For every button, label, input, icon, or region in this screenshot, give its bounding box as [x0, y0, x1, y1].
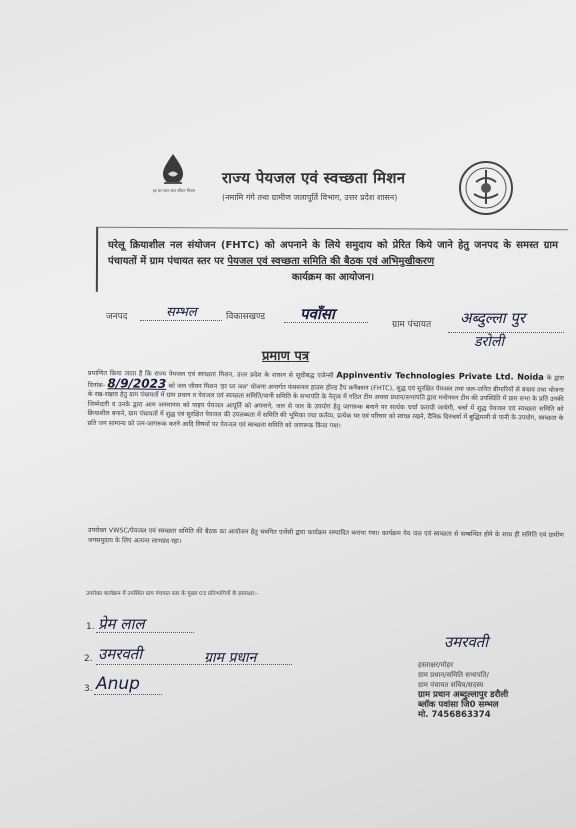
mission-title: राज्य पेयजल एवं स्वच्छता मिशन [222, 169, 406, 187]
pradhan-signature: उमरवती [444, 633, 489, 651]
jal-jeevan-mission-logo-icon [160, 152, 186, 186]
signatures-intro: उपरोक्त कार्यक्रम में उपस्थित ग्राम पंचायत स्तर के मुख्य 03 प्रतिभागियों के हस्ताक्षर:- [86, 591, 259, 597]
stamp-line-1: हस्ताक्षर/मोहर [418, 661, 454, 669]
body-paragraph-2: उपरोक्त VWSC/पेयजल एवं स्वच्छता समिति की बैठक का आयोजन हेतु चयनित एजेंसी द्वारा कार्यक्रम सम्पादित कराया गया। कार्यक्रम पेय जल एवं स्वच्छता से सम्बन्धित होने के साथ ही समिति एवं ग्रामीण जनसमुदाय के लिए अत्यन्त लाभप्रद रहा। [87, 526, 564, 545]
gram-panchayat-value-line2: डरोली [474, 334, 504, 350]
body-p1-start: प्रमाणित किया जाता है कि राज्य पेयजल एवं स्वच्छता मिशन, उत्तर प्रदेश के शासन से सूचीबद्ध एजेन्सी [87, 368, 334, 380]
sign-2-line [96, 664, 292, 665]
stamp-block-name: ब्लॉक पवांसा जि0 सम्भल [418, 700, 499, 710]
body-paragraph-1 [87, 368, 564, 434]
sign-2-number: 2. [84, 654, 93, 664]
logo-caption: हर घर जल जल जीवन मिशन [152, 188, 196, 193]
sign-3-line [94, 694, 162, 695]
sign-1-number: 1. [86, 622, 95, 632]
subject-line-2-underlined: पेयजल एवं स्वच्छता समिति की बैठक एवं अभिमुखीकरण [227, 256, 435, 267]
up-govt-emblem-icon [458, 160, 514, 216]
document-title: प्रमाण पत्र [262, 349, 310, 364]
agency-name: Appinventiv Technologies Private Ltd. Noida [336, 369, 544, 382]
janpad-value: सम्भल [166, 305, 197, 320]
subject-text [108, 238, 558, 286]
sign-1: प्रेम लाल [98, 615, 145, 633]
janpad-label: जनपद [106, 312, 128, 322]
gram-panchayat-label: ग्राम पंचायत [392, 320, 432, 330]
gram-panchayat-value: अब्दुल्ला पुर [460, 309, 525, 327]
subject-line-3: कार्यक्रम का आयोजन। [291, 272, 375, 283]
stamp-block [418, 660, 568, 720]
body-p1-mid: के द्वारा दिनांक- [87, 373, 564, 389]
subject-line-2-plain: समस्त ग्राम पंचायतों में ग्राम पंचायत स्तर पर [108, 240, 558, 267]
sign-1-line [96, 632, 194, 633]
stamp-line-2: ग्राम प्रधान/समिति सभापति/ [418, 671, 489, 679]
sign-3-number: 3. [84, 684, 93, 694]
body-p1-rest: को जल जीवन मिशन 'हर घर जल' योजना अन्तर्गत फंक्शनल हाउस होल्ड टैप कनैक्शन (FHTC), शुद्ध एवं सुरक्षित पेयजल तथा जल-जनित बीमारियों से बचाव तथा योजना के रख-रखाव हेतु ग्राम पंचायतों में ग्राम प्रधान व पेयजल एवं स्वच्छता समिति/पानी समिति के सभापति के नेतृत्व में गठित टीम अथवा प्रधान/सभापति द्वारा मनोनयन टीम की उपस्थिति में ग्राम सभा के प्रति उनकी जिम्मेदारी व उनके द्वारा आम जनमानस को पाइप पेयजल आपूर्ति को अपनाने, जल से जल के उपयोग हेतु जागरूक बनाने पर सार्थक चर्चा करायी जायेगी, चर्चा में शुद्ध पेयजल एवं स्वच्छता समिति को क्रियाशील बनाने, ग्राम पंचायतों में शुद्ध एवं सुरक्षित पेयजल की उपलब्धता में समिति की भूमिका तथा कर्तव्य, प्रत्येक घर एवं परिवार को स्वच्छ रखने, दैनिक दिनचर्या में बुद्धिमानी से पानी के उपयोग, स्वच्छता के प्रति जन सामान्य को जन-जागरूक करने आदि विषयों पर पेयजल एवं स्वच्छता समिति को जागरूक किया गया। [87, 381, 564, 430]
vikaskhand-value: पवाँसा [300, 305, 335, 323]
stamp-phone: मो. 7456863374 [418, 710, 491, 720]
program-date: 8/9/2023 [107, 375, 167, 391]
sign-2-designation: ग्राम प्रधान [204, 650, 257, 666]
stamp-name: ग्राम प्रधान अब्दुल्लापुर डरौली [418, 690, 509, 700]
subject-line-1: घरेलू क्रियाशील नल संयोजन (FHTC) को अपनाने के लिये समुदाय को प्रेरित किये जाने हेतु जनपद के [108, 240, 512, 251]
sign-2: उमरवती [98, 645, 143, 663]
vikaskhand-label: विकासखण्ड [226, 312, 266, 322]
stamp-line-3: ग्राम पंचायत सचिव/सदस्य [418, 681, 484, 689]
mission-subtitle: (नमामि गंगे तथा ग्रामीण जलापूर्ति विभाग, उत्तर प्रदेश शासन) [222, 193, 398, 202]
sign-3: Anup [96, 674, 140, 694]
